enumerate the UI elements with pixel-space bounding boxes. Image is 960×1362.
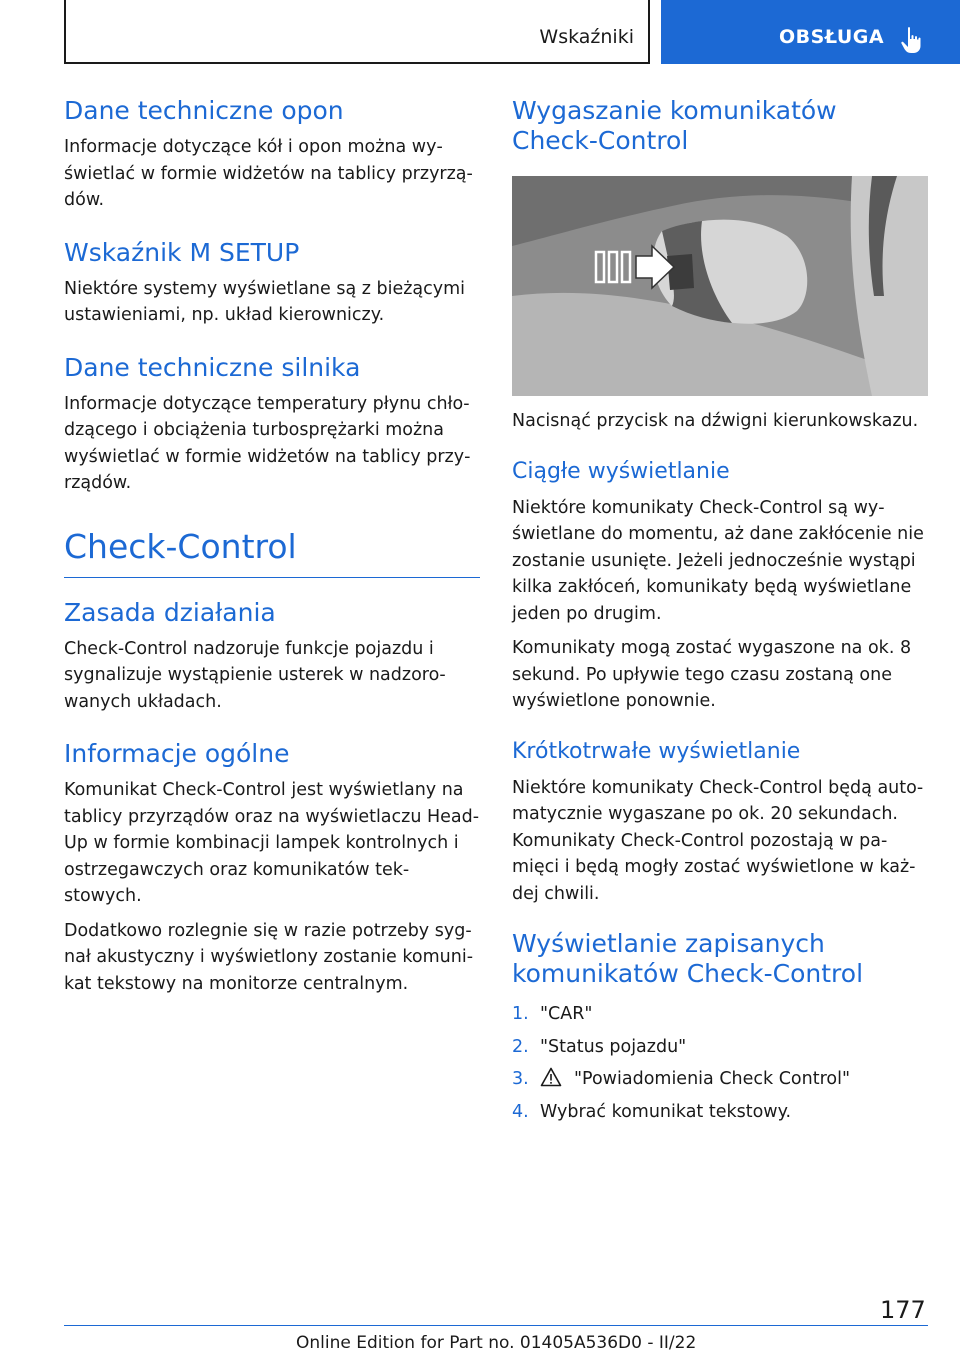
page-number: 177 — [880, 1296, 926, 1324]
step-text: "Powiadomienia Check Control" — [574, 1069, 851, 1089]
footer-divider — [64, 1325, 928, 1326]
stored-messages-heading: Wyświetlanie zapisanych komunikatów Check-Control — [512, 929, 864, 988]
check-control-heading: Check-Control — [64, 526, 297, 566]
step-text: "Status pojazdu" — [540, 1036, 687, 1057]
turn-signal-lever-illustration — [512, 176, 928, 396]
continuous-display-heading: Ciągłe wyświetlanie — [512, 458, 730, 484]
right-column — [512, 96, 928, 1131]
hide-messages-heading: Wygaszanie komunikatów Check-Control — [512, 96, 837, 155]
warning-triangle-icon — [540, 1067, 562, 1087]
step-number: 4. — [512, 1101, 529, 1122]
temporary-display-text: Niektóre komunikaty Check-Control będą automatycznie wygaszane po ok. 20 sekundach. Komunikaty Check-Control pozostają w pamięci i będą mogły zostać wyświetlone w każdej chwili. — [512, 777, 924, 904]
general-info-text-1: Komunikat Check-Control jest wyświetlany na tablicy przyrządów oraz na wyświetlaczu Head-Up w formie kombinacji lampek kontrolnych i ostrzegawczych oraz komunikatów tekstowych. — [64, 780, 480, 906]
continuous-display-text-1: Niektóre komunikaty Check-Control są wyświetlane do momentu, aż dane zakłócenie nie zostanie usunięte. Jeżeli jednocześnie wystąpi kilka zakłóceń, komunikaty będą wyświetlane jeden po drugim. — [512, 497, 924, 624]
principle-heading: Zasada działania — [64, 597, 276, 627]
step-number: 1. — [512, 1004, 529, 1024]
list-item — [512, 1001, 928, 1028]
footer-edition: Online Edition for Part no. 01405A536D0 - II/22 — [296, 1333, 697, 1353]
steps-list — [512, 1001, 928, 1125]
photo-caption: Nacisnąć przycisk na dźwigni kierunkowskazu. — [512, 411, 919, 431]
step-text: "CAR" — [540, 1004, 593, 1024]
header-section-box — [64, 0, 650, 64]
turn-signal-lever-photo — [512, 176, 928, 396]
list-item — [512, 1034, 928, 1061]
list-item — [512, 1099, 928, 1126]
step-number: 2. — [512, 1036, 529, 1057]
principle-text: Check-Control nadzoruje funkcje pojazdu i sygnalizuje wystąpienie usterek w nadzorowanych układach. — [64, 638, 446, 712]
header-chapter-tab — [661, 0, 960, 64]
engine-data-text: Informacje dotyczące temperatury płynu chłodzącego i obciążenia turbosprężarki można wyświetlać w formie widżetów na tablicy przyrządów. — [64, 393, 471, 493]
left-column — [64, 96, 480, 997]
list-item — [512, 1066, 928, 1093]
general-info-text-2: Dodatkowo rozlegnie się w razie potrzeby sygnał akustyczny i wyświetlony zostanie komunikat tekstowy na monitorze centralnym. — [64, 920, 474, 994]
tire-data-heading: Dane techniczne opon — [64, 96, 344, 125]
msetup-heading: Wskaźnik M SETUP — [64, 237, 300, 267]
engine-data-heading: Dane techniczne silnika — [64, 352, 361, 382]
hand-pointer-icon — [899, 26, 925, 54]
step-number: 3. — [512, 1069, 529, 1089]
temporary-display-heading: Krótkotrwałe wyświetlanie — [512, 738, 801, 764]
header-chapter-label: OBSŁUGA — [779, 26, 885, 48]
header-section-label: Wskaźniki — [539, 26, 634, 48]
tire-data-text: Informacje dotyczące kół i opon można wyświetlać w formie widżetów na tablicy przyrządów. — [64, 137, 473, 210]
msetup-text: Niektóre systemy wyświetlane są z bieżącymi ustawieniami, np. układ kierowniczy. — [64, 278, 466, 325]
check-control-heading-block — [64, 527, 480, 578]
step-text: Wybrać komunikat tekstowy. — [540, 1101, 792, 1122]
general-info-heading: Informacje ogólne — [64, 739, 290, 768]
continuous-display-text-2: Komunikaty mogą zostać wygaszone na ok. 8 sekund. Po upływie tego czasu zostaną one wyświetlone ponownie. — [512, 638, 912, 711]
